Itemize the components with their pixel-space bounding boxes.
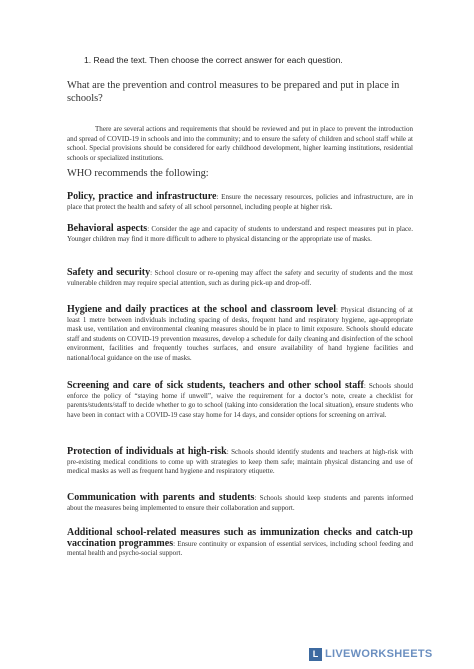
logo-icon: L [309,648,322,661]
section-heading: Protection of individuals at high-risk [67,446,227,457]
section-text: : Schools should identify students and teachers at high-risk with pre-existing medical conditions to come up with strategies to keep them safe; maintain physical distancing and use of medical masks as well as frequent hand hygiene and respiratory etiquette. [67,448,413,476]
section-hygiene [67,305,413,364]
recommends-heading: WHO recommends the following: [67,168,209,179]
section-heading: Hygiene and daily practices at the school and classroom level [67,304,336,315]
section-safety [67,268,413,288]
section-text: : Schools should keep students and parents informed about the measures being implemented to ensure their collaboration and support. [67,494,413,512]
section-policy [67,192,413,212]
section-heading: Screening and care of sick students, teachers and other school staff [67,380,364,391]
section-text: : Consider the age and capacity of students to understand and respect measures put in place. Younger children may find it more difficult to adhere to physical distancing or the appropriate use of masks. [67,225,414,243]
section-heading: Communication with parents and students [67,492,255,503]
question-heading: What are the prevention and control measures to be prepared and put in place in schools? [67,80,400,104]
intro-paragraph: There are several actions and requirements that should be reviewed and put in place to prevent the introduction and spread of COVID-19 in schools and into the community; and to ensure the safety of children and school staff while at school. Special provisions should be considered for early childhood development, higher learning institutions, residential schools or specialized institutions. [67,125,413,162]
section-heading: Safety and security [67,267,151,278]
section-communication [67,493,413,513]
section-heading: Behavioral aspects [67,223,148,234]
section-behavioral [67,224,413,244]
section-heading: Policy, practice and infrastructure [67,191,217,202]
section-text: : Schools should enforce the policy of “staying home if unwell”, waive the requirement for a doctor’s note, create a checklist for parents/students/staff to decide whether to go to school (taking into consideration the local situation), ensure students who have been in contact with a COVID-19 case stay home for 14 days, and consider options for screening on arrival. [67,382,413,419]
section-high-risk [67,447,413,477]
section-text: : Ensure continuity or expansion of essential services, including school feeding and mental health and psycho-social support. [67,539,414,558]
section-additional [67,528,413,559]
section-text: : Ensure the necessary resources, policies and infrastructure, are in place that protect the health and safety of all school personnel, including people at higher risk. [67,193,413,211]
instruction-text: 1. Read the text. Then choose the correct answer for each question. [84,55,343,65]
section-text: : Physical distancing of at least 1 metre between individuals including spacing of desks, frequent hand and respiratory hygiene, age-appropriate mask use, ventilation and environmental cleaning measures should be in place to limit exposure. Schools should educate staff and students on COVID-19 prevention measures, develop a schedule for daily cleaning and disinfection of the school environment, facilities and frequently touches surfaces, and ensure availability of hand hygiene facilities and national/local guidance on the use of masks. [67,306,413,362]
liveworksheets-logo[interactable] [309,647,469,661]
section-heading: Additional school-related measures such as immunization checks and catch-up vaccination programmes [67,527,413,549]
section-screening [67,381,413,420]
brand-name: LIVEWORKSHEETS [325,648,433,660]
section-text: : School closure or re-opening may affect the safety and security of students and the most vulnerable children may require special attention, such as during pick-up and drop-off. [67,269,413,287]
